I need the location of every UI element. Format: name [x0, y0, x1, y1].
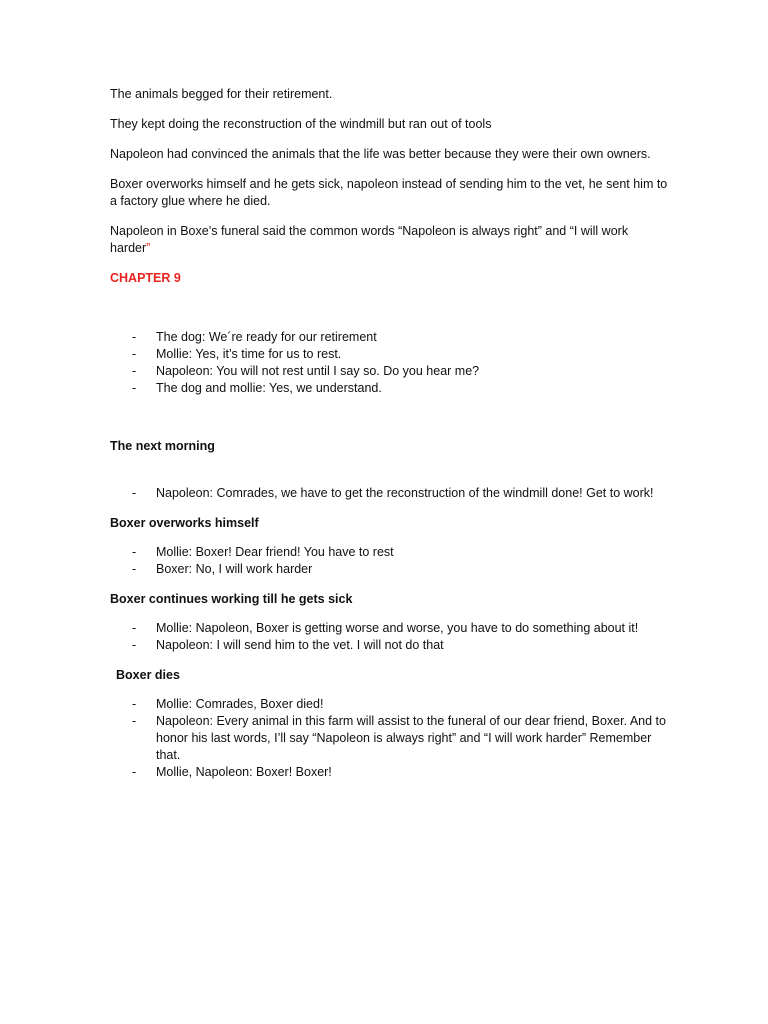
- dash-bullet: -: [132, 364, 137, 378]
- paragraph-windmill: They kept doing the reconstruction of the windmill but ran out of tools: [110, 117, 492, 131]
- list-item-text: Napoleon: You will not rest until I say so. Do you hear me?: [156, 364, 480, 378]
- list-item-text: Mollie: Yes, it’s time for us to rest.: [156, 347, 342, 361]
- section-continues: Boxer continues working till he gets sick: [110, 592, 353, 606]
- dialogue-list-1: [110, 329, 670, 397]
- dash-bullet: -: [132, 697, 137, 711]
- list-item-text: Napoleon: Every animal in this farm will assist to the funeral of our dear friend, Boxer. And to honor his last words, I’ll say “Napoleon is always right” and “I will work harder” Remember that.: [156, 714, 666, 762]
- list-item-text: Mollie: Comrades, Boxer died!: [156, 697, 324, 711]
- dialogue-list-4: [110, 620, 670, 654]
- list-item: [110, 696, 670, 713]
- list-item-text: The dog: We´re ready for our retirement: [156, 330, 377, 344]
- spacer: [110, 410, 670, 438]
- list-item-text: Mollie, Napoleon: Boxer! Boxer!: [156, 765, 332, 779]
- dash-bullet: -: [132, 330, 137, 344]
- funeral-text: Napoleon in Boxe’s funeral said the common words “Napoleon is always right” and “I will work harder: [110, 224, 629, 255]
- list-item: [110, 363, 670, 380]
- section-overworks: Boxer overworks himself: [110, 516, 259, 530]
- list-item: [110, 764, 670, 781]
- list-item-text: The dog and mollie: Yes, we understand.: [156, 381, 382, 395]
- dash-bullet: -: [132, 381, 137, 395]
- dash-bullet: -: [132, 714, 137, 728]
- paragraph-convinced: Napoleon had convinced the animals that the life was better because they were their own owners.: [110, 147, 651, 161]
- dialogue-list-5: [110, 696, 670, 781]
- list-item: [110, 380, 670, 397]
- dialogue-list-3: [110, 544, 670, 578]
- paragraph-boxer-sick: Boxer overworks himself and he gets sick, napoleon instead of sending him to the vet, he sent him to a factory glue where he died.: [110, 177, 668, 208]
- dash-bullet: -: [132, 545, 137, 559]
- list-item-text: Napoleon: Comrades, we have to get the reconstruction of the windmill done! Get to work!: [156, 486, 654, 500]
- list-item-text: Mollie: Napoleon, Boxer is getting worse and worse, you have to do something about it!: [156, 621, 639, 635]
- spacer: [110, 467, 670, 485]
- document-body: [110, 86, 670, 794]
- dash-bullet: -: [132, 562, 137, 576]
- list-item: [110, 329, 670, 346]
- funeral-closing-quote: ”: [146, 241, 151, 255]
- dash-bullet: -: [132, 621, 137, 635]
- section-next-morning: The next morning: [110, 439, 215, 453]
- list-item: [110, 346, 670, 363]
- paragraph-retirement: The animals begged for their retirement.: [110, 87, 333, 101]
- list-item: [110, 713, 670, 764]
- list-item: [110, 637, 670, 654]
- list-item: [110, 561, 670, 578]
- list-item: [110, 544, 670, 561]
- chapter-heading: CHAPTER 9: [110, 271, 181, 285]
- dash-bullet: -: [132, 765, 137, 779]
- dialogue-list-2: [110, 485, 670, 502]
- section-dies: Boxer dies: [116, 668, 180, 682]
- list-item: [110, 485, 670, 502]
- list-item-text: Napoleon: I will send him to the vet. I will not do that: [156, 638, 444, 652]
- list-item-text: Boxer: No, I will work harder: [156, 562, 313, 576]
- list-item-text: Mollie: Boxer! Dear friend! You have to rest: [156, 545, 394, 559]
- dash-bullet: -: [132, 638, 137, 652]
- list-item: [110, 620, 670, 637]
- paragraph-funeral: [110, 223, 670, 257]
- dash-bullet: -: [132, 347, 137, 361]
- dash-bullet: -: [132, 486, 137, 500]
